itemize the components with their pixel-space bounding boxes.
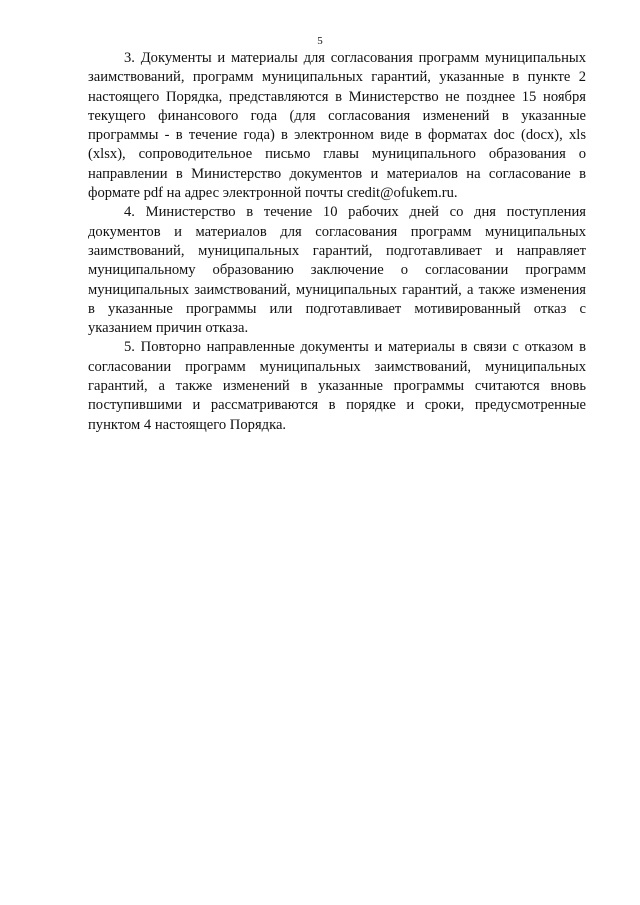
paragraph-4: 4. Министерство в течение 10 рабочих дней со дня поступления документов и материалов для согласования программ муниципальных заимствований, муниципальных гарантий, подготавливает и направляет муниципальному образованию заключение о согласовании программ муниципальных заимствований, муниципальных гарантий, а также изменения в указанные программы или подготавливает мотивированный отказ с указанием причин отказа. bbox=[88, 204, 586, 337]
paragraph-3: 3. Документы и материалы для согласования программ муниципальных заимствований, программ муниципальных гарантий, указанные в пункте 2 настоящего Порядка, представляются в Министерство не позднее 15 ноября текущего финансового года (для согласования изменений в указанные программы - в течение года) в электронном виде в форматах doc (docx), xls (xlsx), сопроводительное письмо главы муниципального образования о направлении в Министерство документов и материалов на согласование в формате pdf на адрес электронной почты credit@ofukem.ru. bbox=[88, 50, 586, 202]
paragraph-5: 5. Повторно направленные документы и материалы в связи с отказом в согласовании программ муниципальных заимствований, муниципальных гарантий, а также изменений в указанные программы считаются вновь поступившими и рассматриваются в порядке и сроки, предусмотренные пунктом 4 настоящего Порядка. bbox=[88, 339, 586, 433]
document-body bbox=[88, 49, 586, 435]
page-number: 5 bbox=[317, 35, 323, 47]
